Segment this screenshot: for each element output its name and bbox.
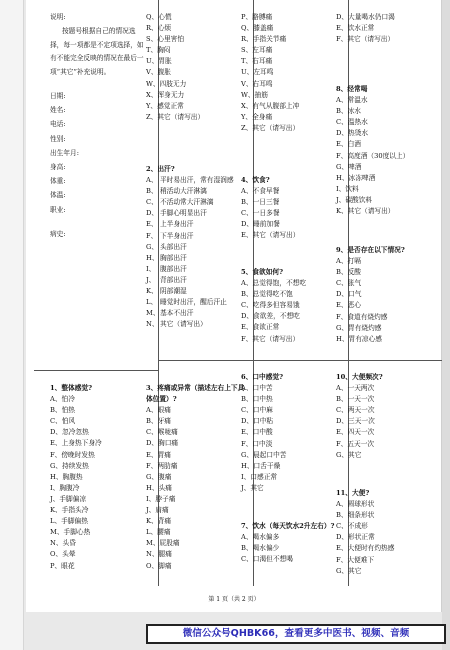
- option-item[interactable]: X、有气从腹部上冲: [241, 101, 300, 110]
- option-item[interactable]: F、大便难下: [336, 555, 375, 564]
- option-item[interactable]: D、口气: [336, 290, 362, 299]
- option-item[interactable]: G、持续发热: [50, 461, 89, 470]
- option-item[interactable]: T、右耳痛: [241, 57, 273, 66]
- option-item[interactable]: F、傍晚时发热: [50, 450, 95, 459]
- section-divider: [158, 360, 442, 361]
- viewer-right-margin: [442, 0, 450, 650]
- option-item[interactable]: N、腿痛: [146, 550, 172, 559]
- option-item[interactable]: B、口中热: [241, 395, 273, 404]
- question-stool: [336, 488, 394, 577]
- page-number: 第 1 页（共 2 页）: [208, 596, 260, 603]
- option-item[interactable]: F、两肋痛: [146, 461, 178, 470]
- option-item[interactable]: E、上身热下身冷: [50, 439, 102, 448]
- option-item[interactable]: G、啤酒: [336, 162, 362, 171]
- option-item[interactable]: A、常温水: [336, 96, 368, 105]
- option-item[interactable]: E、其它（请写出）: [241, 231, 300, 240]
- option-item[interactable]: M、屁股痛: [146, 539, 180, 548]
- option-item[interactable]: N、头昏: [50, 539, 76, 548]
- option-item[interactable]: A、打嗝: [336, 257, 361, 266]
- option-item[interactable]: E、胃痛: [146, 450, 171, 459]
- option-item[interactable]: C、口渴但不想喝: [241, 555, 293, 564]
- option-item[interactable]: Y、感觉正常: [146, 101, 184, 110]
- question-title: 1、整体感觉?: [50, 384, 93, 392]
- option-item[interactable]: C、吃得多但容易饿: [241, 301, 300, 310]
- field-occupation[interactable]: 职业:: [50, 205, 66, 214]
- question-title: 6、口中感觉?: [241, 373, 284, 381]
- option-item[interactable]: B、反酸: [336, 268, 361, 277]
- wechat-banner: 微信公众号QHBK66，查看更多中医书、视频、音频: [146, 624, 446, 644]
- viewer-left-margin: [0, 0, 24, 650]
- option-item[interactable]: X、浑身无力: [146, 90, 185, 99]
- question-title: 10、大便频次?: [336, 373, 383, 381]
- option-item[interactable]: E、食欲正常: [241, 323, 280, 332]
- option-item[interactable]: A、圆球形状: [336, 500, 375, 509]
- option-list: [50, 394, 102, 572]
- option-item[interactable]: I、脖子痛: [146, 494, 176, 503]
- question-drink: [336, 84, 409, 217]
- option-item[interactable]: D、胸口痛: [146, 439, 179, 448]
- option-item[interactable]: P、胳膊痛: [241, 13, 273, 21]
- option-item[interactable]: S、左耳痛: [241, 46, 273, 55]
- field-date[interactable]: 日期:: [50, 92, 66, 101]
- option-item[interactable]: J、碳酸饮料: [336, 195, 373, 204]
- option-item[interactable]: B、一日三餐: [241, 198, 280, 207]
- option-item[interactable]: W、四肢无力: [146, 79, 187, 88]
- option-item[interactable]: D、 手脚心明显出汗: [146, 209, 207, 218]
- option-item[interactable]: U、左耳鸣: [241, 68, 274, 77]
- question-other-conditions: [336, 245, 405, 345]
- option-item[interactable]: D、睡前加餐: [241, 220, 280, 229]
- option-item[interactable]: B、牙痛: [146, 417, 171, 426]
- option-item[interactable]: L、腰痛: [146, 528, 171, 537]
- option-item[interactable]: G、胃有烧灼感: [336, 323, 382, 332]
- option-item[interactable]: O、脚痛: [146, 561, 172, 570]
- question-pain: [146, 383, 246, 572]
- question-stool-frequency: [336, 372, 383, 461]
- option-item[interactable]: C、不成形: [336, 522, 368, 531]
- option-item[interactable]: C、两天一次: [336, 406, 375, 415]
- option-item[interactable]: D、忽冷忽热: [50, 428, 89, 437]
- option-item[interactable]: H、胸腹热: [50, 472, 83, 481]
- question-title: 11、大便?: [336, 489, 370, 497]
- option-item[interactable]: C、温热水: [336, 118, 368, 127]
- option-item[interactable]: E、 上半身出汗: [146, 220, 194, 229]
- option-item[interactable]: H、口舌干燥: [241, 461, 281, 470]
- option-item[interactable]: A、总觉得饱，不想吃: [241, 279, 307, 288]
- option-item[interactable]: N、 其它（请写出）: [146, 320, 207, 329]
- question-continuation-col2: [146, 12, 204, 123]
- option-item[interactable]: C、喉咙痛: [146, 428, 178, 437]
- question-water: [241, 521, 336, 565]
- option-item[interactable]: E、白酒: [336, 140, 361, 149]
- field-phone[interactable]: 电话:: [50, 120, 66, 129]
- option-item[interactable]: E、四天一次: [336, 428, 375, 437]
- option-item[interactable]: F、高度酒（30度以上）: [336, 151, 410, 160]
- option-item[interactable]: B、喝水偏少: [241, 544, 280, 553]
- option-item[interactable]: F、五天一次: [336, 439, 375, 448]
- option-item[interactable]: F、口中淡: [241, 439, 273, 448]
- option-item[interactable]: B、细条形状: [336, 511, 375, 520]
- field-height[interactable]: 身高:: [50, 163, 66, 172]
- option-item[interactable]: D、热烫水: [336, 129, 369, 138]
- option-item[interactable]: B、怕热: [50, 406, 75, 415]
- question-appetite: [241, 267, 306, 345]
- option-item[interactable]: Q、膝盖痛: [241, 24, 274, 33]
- option-item[interactable]: D、食欲差，不想吃: [241, 312, 300, 321]
- option-item[interactable]: G、其它: [336, 450, 362, 459]
- option-item[interactable]: C、怕风: [50, 417, 76, 426]
- option-item[interactable]: K、背痛: [146, 517, 172, 526]
- option-item[interactable]: A、眼痛: [146, 406, 171, 415]
- option-item[interactable]: F、 下半身出汗: [146, 231, 194, 240]
- question-mouth: [241, 372, 286, 494]
- option-item[interactable]: E、恶心: [336, 301, 361, 310]
- option-item[interactable]: O、头晕: [50, 550, 76, 559]
- option-item[interactable]: T、胸闷: [146, 46, 171, 55]
- option-item[interactable]: Q、心慌: [146, 13, 172, 21]
- option-item[interactable]: H、冰冻啤酒: [336, 173, 376, 182]
- option-item[interactable]: G、腹痛: [146, 472, 172, 481]
- option-item[interactable]: S、心里害怕: [146, 35, 185, 44]
- option-item[interactable]: K、其它（请写出）: [336, 207, 395, 216]
- option-item[interactable]: C、 不活动常大汗淋漓: [146, 198, 214, 207]
- option-item[interactable]: R、手指关节痛: [241, 35, 287, 44]
- field-birth[interactable]: 出生年月:: [50, 148, 80, 157]
- option-item[interactable]: K、 阴部潮湿: [146, 287, 187, 296]
- option-item[interactable]: I、胸腹冷: [50, 483, 80, 492]
- option-item[interactable]: F、其它（请写出）: [336, 35, 395, 44]
- question-continuation-col3: [241, 12, 299, 134]
- option-item[interactable]: E、口中酸: [241, 428, 273, 437]
- question-overall: [50, 383, 102, 572]
- question-title: 2、出汗?: [146, 165, 175, 173]
- option-item[interactable]: M、手脚心热: [50, 528, 91, 537]
- option-item[interactable]: A、口中苦: [241, 384, 273, 393]
- option-item[interactable]: Y、全身痛: [241, 112, 273, 121]
- document-page: [26, 0, 442, 612]
- option-item[interactable]: G、 头部出汗: [146, 242, 187, 251]
- option-item[interactable]: Z、其它（请写出）: [146, 112, 205, 121]
- option-item[interactable]: J、肩痛: [146, 506, 169, 515]
- option-item[interactable]: B、一天一次: [336, 395, 375, 404]
- option-item[interactable]: B、总觉得吃不饱: [241, 290, 293, 299]
- question-title: 5、食欲如何?: [241, 268, 284, 276]
- option-item[interactable]: F、食道有烧灼感: [336, 312, 388, 321]
- option-item[interactable]: G、晨起口中苦: [241, 450, 287, 459]
- option-item[interactable]: B、冰水: [336, 107, 361, 116]
- question-title: 9、是否存在以下情况?: [336, 246, 405, 254]
- field-history[interactable]: 病史:: [50, 229, 66, 238]
- option-item[interactable]: D、大量喝水仍口渴: [336, 13, 395, 21]
- option-item[interactable]: D、三天一次: [336, 417, 375, 426]
- field-temperature[interactable]: 体温:: [50, 191, 66, 200]
- option-item[interactable]: I、口感正常: [241, 472, 278, 481]
- option-item[interactable]: Z、其它（请写出）: [241, 123, 300, 132]
- option-item[interactable]: E、大便时有灼热感: [336, 544, 395, 553]
- field-weight[interactable]: 体重:: [50, 177, 66, 186]
- option-item[interactable]: I、 腹部出汗: [146, 264, 187, 273]
- option-item[interactable]: G、其它: [336, 566, 362, 575]
- question-diet: [241, 175, 299, 242]
- option-item[interactable]: A、 平时易出汗，常有湿润感: [146, 176, 234, 185]
- question-title: 8、经常喝: [336, 85, 368, 93]
- field-name[interactable]: 姓名:: [50, 106, 66, 115]
- option-item[interactable]: C、口中麻: [241, 406, 273, 415]
- option-item[interactable]: D、形状正常: [336, 533, 375, 542]
- intro-section: [50, 12, 145, 240]
- option-item[interactable]: H、胃有凉心感: [336, 334, 382, 343]
- option-item[interactable]: C、一日多餐: [241, 209, 280, 218]
- option-item[interactable]: P、眼花: [50, 561, 75, 570]
- option-item[interactable]: F、其它（请写出）: [241, 334, 300, 343]
- option-item[interactable]: L、手脚偏热: [50, 517, 88, 526]
- option-item[interactable]: V、右耳鸣: [241, 79, 273, 88]
- question-title: 7、饮水（每天饮水2升左右）?: [241, 522, 335, 530]
- intro-label: 说明:: [50, 13, 66, 21]
- option-item[interactable]: W、抽筋: [241, 90, 268, 99]
- option-item[interactable]: V、腹胀: [146, 68, 171, 77]
- option-item[interactable]: C、胀气: [336, 279, 362, 288]
- question-sweat: [146, 164, 246, 330]
- question-title: 3、疼痛或异常（描述左右上下具体位置）?: [146, 384, 245, 404]
- option-item[interactable]: A、一天两次: [336, 384, 375, 393]
- option-item[interactable]: R、心烦: [146, 24, 172, 33]
- section-divider: [34, 370, 158, 371]
- question-continuation-col4: [336, 12, 395, 45]
- option-item[interactable]: D、口中粘: [241, 417, 274, 426]
- option-item[interactable]: L、 睡觉时出汗，醒后汗止: [146, 298, 227, 307]
- option-item[interactable]: B、 稍活动大汗淋漓: [146, 187, 207, 196]
- option-item[interactable]: J、其它: [241, 483, 264, 492]
- option-item[interactable]: U、胃胀: [146, 57, 172, 66]
- option-item[interactable]: K、手指头冷: [50, 506, 89, 515]
- option-item[interactable]: M、 基本不出汗: [146, 309, 194, 318]
- option-item[interactable]: H、头痛: [146, 483, 172, 492]
- option-item[interactable]: H、 胸部出汗: [146, 253, 187, 262]
- question-title: 4、饮食?: [241, 176, 270, 184]
- patient-fields: [50, 91, 145, 219]
- option-item[interactable]: A、怕冷: [50, 395, 75, 404]
- option-item[interactable]: I、饮料: [336, 184, 359, 193]
- option-item[interactable]: A、喝水偏多: [241, 533, 280, 542]
- option-item[interactable]: E、饮水正常: [336, 24, 375, 33]
- option-item[interactable]: J、手脚偏凉: [50, 494, 87, 503]
- intro-text: 按题号根据自己的情况选择，每一项都是不定项选择，如有不能完全反映的情况在最后一项“其它”补充说明。: [50, 27, 144, 76]
- field-gender[interactable]: 性别:: [50, 134, 66, 143]
- option-item[interactable]: J、 背部出汗: [146, 275, 187, 284]
- option-item[interactable]: A、不食早餐: [241, 187, 280, 196]
